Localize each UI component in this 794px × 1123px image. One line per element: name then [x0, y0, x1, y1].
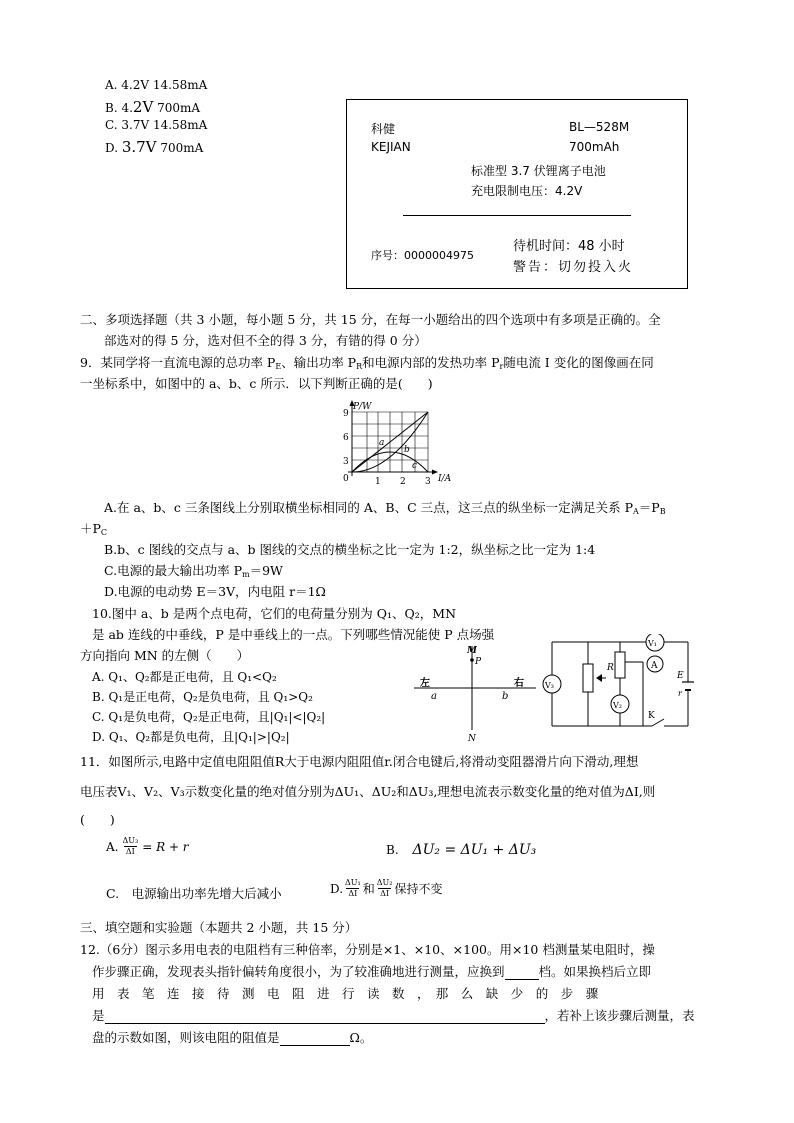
- q11-option-d: D. ΔU₁ ΔI 和 ΔU₂ ΔI 保持不变: [330, 878, 443, 898]
- label-k: K: [648, 711, 655, 721]
- battery-brand-cn: 科健: [371, 122, 396, 136]
- q9-stem: 9．某同学将一直流电源的总功率 $P_E$、输出功率 $P_R$和电源内部的发热功率 $P_r$随电流 I 变化的图像画在同: [80, 355, 654, 371]
- q8-option-d: D. 3.7V 700mA: [105, 138, 204, 156]
- q10-option-d: D. Q₁、Q₂都是负电荷，且|Q₁|>|Q₂|: [92, 730, 290, 744]
- q11-option-b: B. ΔU₂ = ΔU₁ + ΔU₃: [386, 842, 537, 858]
- q12-stem-cont: 盘的示数如图，则该电阻的阻值是 Ω。: [92, 1030, 373, 1045]
- battery-charge-limit: 充电限制电压：4.2V: [471, 184, 583, 198]
- q10-stem: 10.图中 a、b 是两个点电荷，它们的电荷量分别为 Q₁、Q₂，MN: [92, 606, 457, 621]
- battery-capacity: 700mAh: [569, 140, 620, 154]
- label-v1: V₁: [648, 639, 657, 648]
- q10-option-b: B. Q₁是正电荷，Q₂是负电荷，且 Q₁>Q₂: [92, 690, 313, 704]
- q11-stem-cont: ( ): [80, 812, 115, 827]
- q9-option-a-cont: $+P_C$: [80, 521, 108, 537]
- resistor-r: [615, 652, 625, 678]
- q10-option-c: C. Q₁是负电荷，Q₂是正电荷，且|Q₁|<|Q₂|: [92, 710, 326, 724]
- battery-label: [346, 99, 688, 289]
- q12-stem-cont: 用 表 笔 连 接 待 测 电 阻 进 行 读 数 ， 那 么 缺 少 的 步 骤: [92, 986, 599, 1001]
- curve-label-b: b: [404, 445, 410, 455]
- x-tick: 3: [425, 477, 431, 487]
- x-axis-label: I/A: [438, 474, 452, 484]
- battery-standby: 待机时间：48 小时: [513, 239, 625, 254]
- battery-type: 标准型 3.7 伏锂离子电池: [471, 164, 606, 178]
- label-a: A: [651, 661, 658, 671]
- label-m: M: [467, 646, 477, 656]
- label-p: P: [475, 657, 482, 667]
- rheostat: [583, 664, 593, 692]
- q12-stem: 12.（6分）图示多用电表的电阻档有三种倍率，分别是×1、×10、×100。用×10 档测量某电阻时，操: [80, 942, 655, 957]
- label-n: N: [468, 734, 476, 744]
- curve-label-c: c: [412, 461, 418, 471]
- q9-option-d: D.电源的电动势 E＝3V，内电阻 r＝1Ω: [104, 584, 326, 599]
- q12-stem-cont: 作步骤正确，发现表头指针偏转角度很小，为了较准确地进行测量，应换到 档。如果换档后立即: [92, 964, 652, 979]
- y-tick: 9: [343, 409, 349, 419]
- q10-option-a: A. Q₁、Q₂都是正电荷，且 Q₁<Q₂: [92, 670, 277, 684]
- battery-serial: 序号：0000004975: [371, 249, 474, 262]
- q10-stem-cont: 方向指向 MN 的左侧（ ）: [80, 648, 250, 663]
- label-r: R: [607, 663, 614, 673]
- q11-circuit-diagram: [540, 634, 700, 734]
- section2-heading: 二、多项选择题（共 3 小题，每小题 5 分，共 15 分，在每一小题给出的四个选项中有多项是正确的。全: [80, 312, 661, 327]
- fraction: ΔU₁ ΔI: [345, 878, 361, 898]
- label-right: 右: [514, 678, 524, 689]
- q8-option-a: A. 4.2V 14.58mA: [105, 78, 208, 92]
- answer-blank-missing-step[interactable]: [105, 1009, 545, 1024]
- label-e: E: [677, 671, 684, 681]
- x-tick: 1: [375, 477, 381, 487]
- battery-warning: 警告：切勿投入火: [513, 260, 634, 275]
- answer-blank-multiplier[interactable]: [505, 965, 539, 980]
- curve-label-a: a: [379, 438, 385, 448]
- origin-label: 0: [343, 474, 349, 484]
- q11-stem: 11．如图所示,电路中定值电阻阻值R大于电源内阻阻值r.闭合电键后,将滑动变阻器滑片向下滑动,理想: [80, 754, 639, 769]
- section2-heading-cont: 部选对的得 5 分，选对但不全的得 3 分，有错的得 0 分）: [104, 333, 427, 348]
- section3-heading: 三、填空题和实验题（本题共 2 小题，共 15 分）: [80, 920, 358, 935]
- battery-model: BL—528M: [569, 120, 630, 134]
- q9-option-b: B.b、c 图线的交点与 a、b 图线的交点的横坐标之比一定为 1:2，纵坐标之比一定为 1:4: [104, 542, 596, 557]
- q10-charges-figure: [410, 640, 542, 745]
- label-left: 左: [420, 678, 430, 689]
- label-v2: V₂: [613, 701, 622, 710]
- q8-option-c: C. 3.7V 14.58mA: [105, 118, 208, 132]
- q9-stem-cont: 一坐标系中，如图中的 a、b、c 所示．以下判断正确的是( ): [80, 376, 433, 391]
- q10-stem-cont: 是 ab 连线的中垂线，P 是中垂线上的一点。下列哪些情况能使 P 点场强: [92, 627, 495, 642]
- q11-option-a: A. $\frac{\text{ΔU₃}}{\Delta I}$ = R + r: [106, 836, 189, 856]
- label-b: b: [502, 691, 509, 702]
- q9-option-c: C.电源的最大输出功率 $P_m=9W$: [104, 563, 283, 579]
- y-tick: 3: [343, 457, 349, 467]
- answer-blank-resistance[interactable]: [280, 1031, 350, 1046]
- y-axis-label: P/W: [353, 402, 372, 412]
- fraction: $\frac{\text{ΔU₃}}{\Delta I}$: [122, 836, 139, 856]
- fraction: ΔU₂ ΔI: [376, 878, 393, 898]
- battery-brand-en: KEJIAN: [371, 140, 411, 154]
- label-internal-r: r: [678, 689, 682, 698]
- y-tick: 6: [343, 433, 349, 443]
- q11-option-c: C. 电源输出功率先增大后减小: [106, 886, 282, 901]
- label-v3: V₃: [545, 681, 554, 690]
- x-tick: 2: [400, 477, 406, 487]
- point-p: [470, 658, 474, 662]
- q8-option-b: B. 4.2V 700mA: [105, 98, 201, 116]
- q12-stem-cont: 是 ，若补上该步骤后测量，表: [92, 1008, 695, 1023]
- q11-stem-cont: 电压表V₁、V₂、V₃示数变化量的绝对值分别为ΔU₁、ΔU₂和ΔU₃,理想电流表示数变化量的绝对值为ΔI,则: [80, 784, 656, 799]
- q9-option-a: A.在 a、b、c 三条图线上分别取横坐标相同的 A、B、C 三点，这三点的纵坐标一定满足关系 $P_A=P_B$: [104, 500, 666, 516]
- battery-divider: [403, 215, 631, 216]
- q9-power-graph: [330, 398, 460, 488]
- label-a: a: [431, 691, 437, 702]
- rheostat-slider: [596, 674, 602, 682]
